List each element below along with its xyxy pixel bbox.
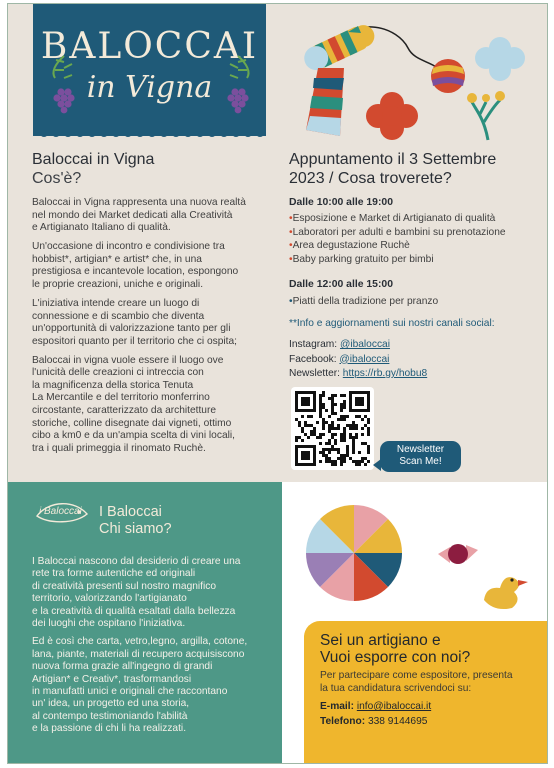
event-title: Baloccai in Vigna [32,151,155,168]
newsletter-scan-bubble [380,441,461,472]
banner-scallop [33,130,266,142]
paragraph: Ed è così che carta, vetro,legno, argilla, cotone, lana, piante, materiali di recupero acquisiscono nuova forma grazie all'ingegno di grandi Artigian* e Creativ*, trasformandosi in manufatti unici e originali che raccontano un' idea, un progetto ed una storia, al contempo testimoniando l'abilità e la passione di chi li ha realizzati. [32,636,248,735]
info-note: **Info e aggiornamenti sui nostri canali social: [289,318,495,329]
callout-title-line1: Sei un artigiano e [320,632,441,649]
paragraph: Un'occasione di incontro e condivisione tra hobbist*, artigian* e artist* che, in una prestigiosa e incantevole location, espongono le proprie creazioni, uniche e originali. [32,241,239,290]
about-title: I Baloccai [99,504,162,520]
instagram-label: Instagram: [289,339,338,350]
callout-contacts [320,699,431,729]
bubble-line2: Scan Me! [399,456,442,467]
logo-text: i Baloccai [39,506,82,517]
grapes-icon [221,54,255,114]
schedule-heading [289,150,534,188]
callout-text: Per partecipare come espositore, presenta la tua candidatura scrivendoci su: [320,670,513,694]
list-item: •Laboratori per adulti e bambini su prenotazione [289,226,506,238]
schedule-title-line1: Appuntamento il 3 Settembre [289,151,497,168]
callout-heading [320,632,470,666]
phone-value: 338 9144695 [367,716,428,727]
color-wheel-icon [306,505,402,601]
sprig-icon [467,91,505,140]
striped-ball-icon [431,59,465,93]
paragraph: Baloccai in vigna vuole essere il luogo ove l'unicità delle creazioni ci intreccia con la magnificenza della storica Tenuta La Mercantile e del territorio monferrino circostante, caratterizzato da architetture storiche, colline disegnate dai vigneti, ottimo cibo a km0 e da un'ampia scelta di vini locali, tra i quali primeggia il rinomato Ruchè. [32,354,235,454]
list-item: •Esposizione e Market di Artigianato di qualità [289,213,496,224]
list-item: •Piatti della tradizione per pranzo [289,296,439,307]
candy-icon [438,544,478,564]
social-links [289,338,427,382]
duck-icon [484,577,528,609]
event-subtitle: Cos'è? [32,170,82,187]
paragraph: I Baloccai nascono dal desiderio di creare una rete tra forme autentiche ed originali di creatività presenti sul nostro magnifico territorio, valorizzando l'artigianato e la creatività di qualità esaltati dalla bellezza dei luoghi che ospitano l'iniziativa. [32,556,241,630]
schedule-title-line2: 2023 / Cosa troverete? [289,170,452,187]
about-heading [99,504,172,538]
red-flower-icon [366,92,418,140]
event-description [32,197,262,462]
paragraph: Baloccai in Vigna rappresenta una nuova realtà nel mondo dei Market dedicati alla Creatività e Artigianato Italiano di qualità. [32,197,246,234]
facebook-label: Facebook: [289,353,337,365]
newsletter-label: Newsletter: [289,368,340,379]
paragraph: L'iniziativa intende creare un luogo di connessione e di scambio che diventa un'opportunità di valorizzazione tanto per gli espositori quanto per il territorio che ci ospita; [32,297,237,347]
time-slot-1: Dalle 10:00 alle 19:00 [289,197,393,208]
time-slot-2: Dalle 12:00 alle 15:00 [289,279,393,290]
logo-banner [33,4,266,136]
slot-2-list [289,295,539,309]
toys-illustration [288,18,538,142]
about-subtitle: Chi siamo? [99,521,172,537]
about-event-heading [32,150,154,188]
callout-title-line2: Vuoi esporre con noi? [320,649,471,666]
newsletter-link[interactable]: https://rb.gy/hobu8 [342,368,428,379]
instagram-link[interactable]: @ibaloccai [339,339,390,350]
flyer [7,3,548,764]
grapes-icon [47,54,81,114]
cloud-flower-icon [475,37,525,81]
about-description [32,556,262,742]
banner-subtitle: in Vigna [86,70,213,105]
facebook-link[interactable]: @ibaloccai [339,353,390,365]
banner-title: BALOCCAI [40,26,259,67]
list-item: •Baby parking gratuito per bimbi [289,253,434,265]
email-label: E-mail: [320,701,354,712]
bubble-line1: Newsletter [396,444,445,455]
decorations-illustration [304,500,530,620]
list-item: •Area degustazione Ruchè [289,240,410,252]
slot-1-list [289,212,539,266]
qr-code-icon [291,387,374,470]
email-link[interactable]: info@ibaloccai.it [356,701,432,712]
qr-code[interactable] [291,387,374,470]
phone-label: Telefono: [320,716,366,727]
